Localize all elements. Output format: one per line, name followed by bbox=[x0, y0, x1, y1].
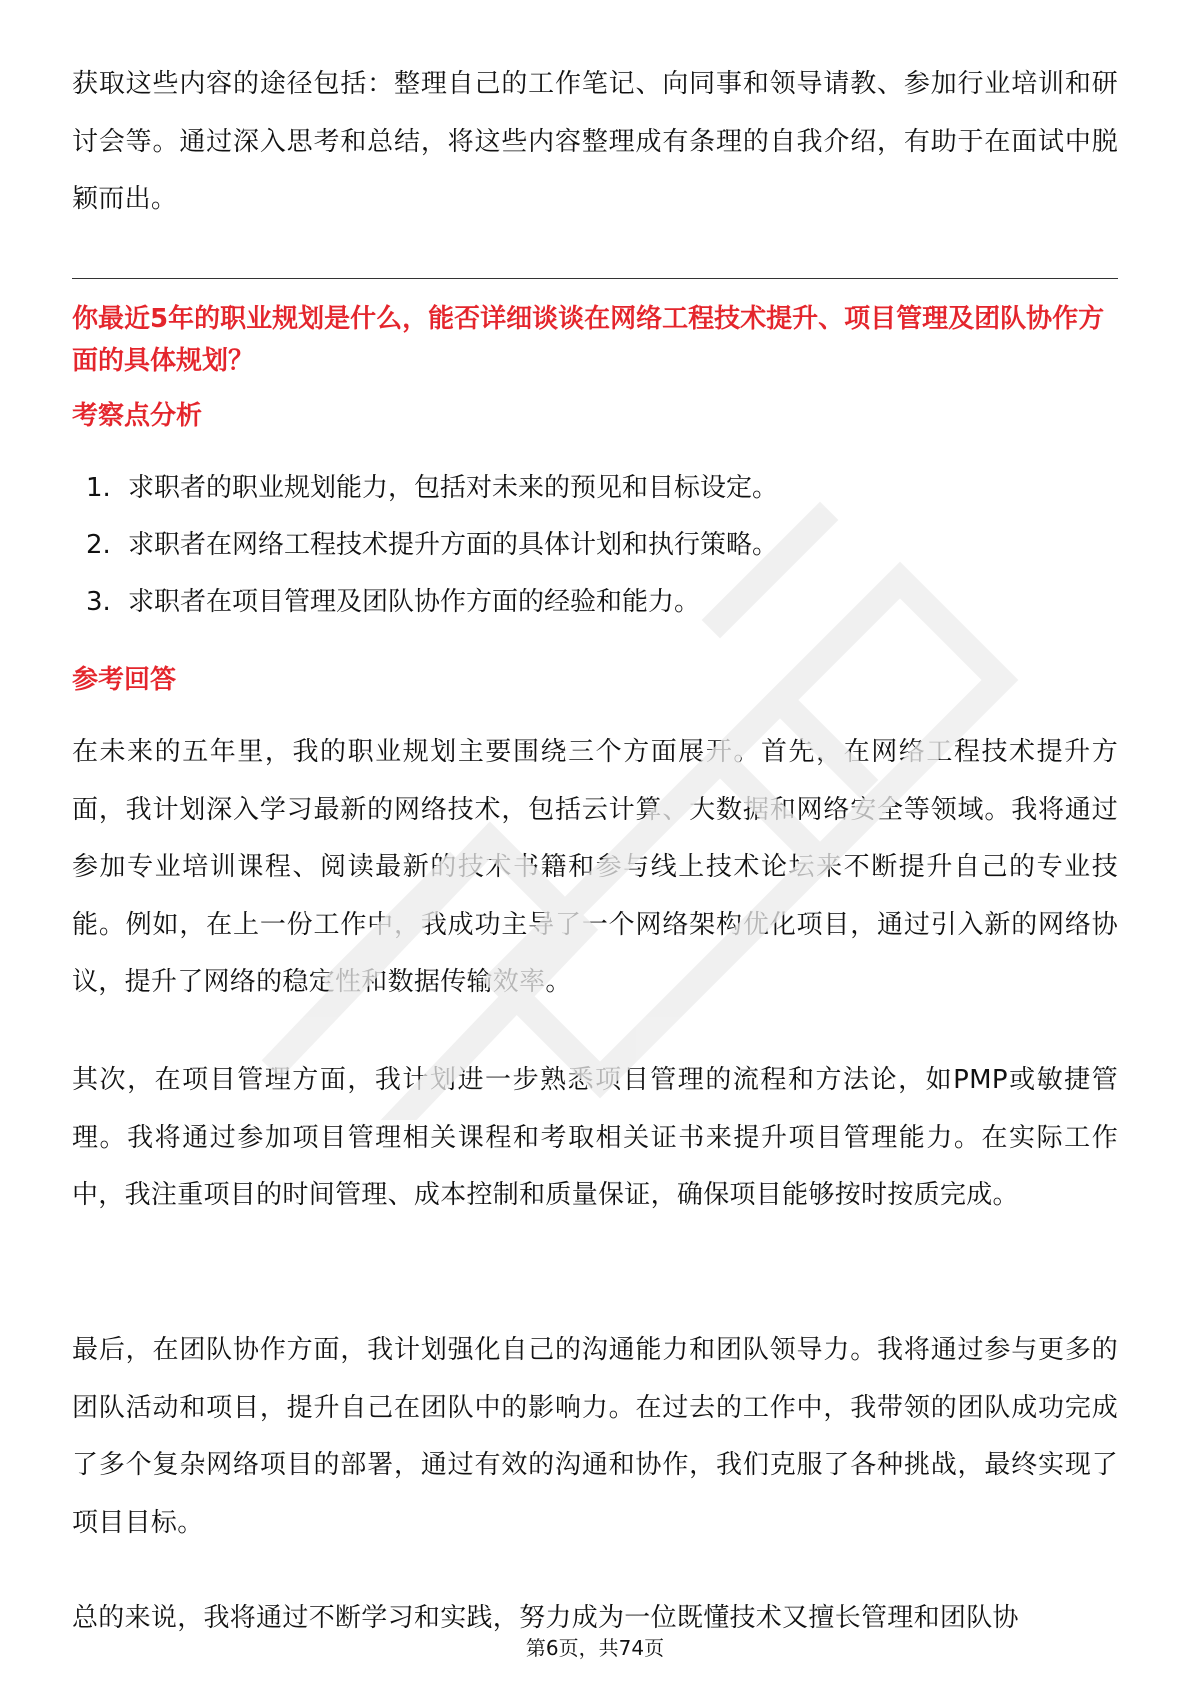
answer-paragraph: 最后，在团队协作方面，我计划强化自己的沟通能力和团队领导力。我将通过参与更多的团队活动和项目，提升自己在团队中的影响力。在过去的工作中，我带领的团队成功完成了多个复杂网络项目的部署，通过有效的沟通和协作，我们克服了各种挑战，最终实现了项目目标。 bbox=[72, 1335, 1118, 1538]
list-item-number: 2. bbox=[86, 530, 111, 560]
answer-paragraph: 在未来的五年里，我的职业规划主要围绕三个方面展开。首先，在网络工程技术提升方面，我计划深入学习最新的网络技术，包括云计算、大数据和网络安全等领域。我将通过参加专业培训课程、阅读最新的技术书籍和参与线上技术论坛来不断提升自己的专业技能。例如，在上一份工作中，我成功主导了一个网络架构优化项目，通过引入新的网络协议，提升了网络的稳定性和数据传输效率。 bbox=[72, 737, 1118, 997]
page-number: 第6页，共74页 bbox=[525, 1636, 665, 1660]
list-item-number: 1. bbox=[86, 473, 111, 503]
answer-heading: 参考回答 bbox=[72, 665, 177, 695]
intro-paragraph: 获取这些内容的途径包括：整理自己的工作笔记、向同事和领导请教、参加行业培训和研讨会等。通过深入思考和总结，将这些内容整理成有条理的自我介绍，有助于在面试中脱颖而出。 bbox=[72, 69, 1118, 214]
list-item bbox=[86, 517, 1118, 574]
list-item bbox=[86, 460, 1118, 517]
answer-paragraph: 总的来说，我将通过不断学习和实践，努力成为一位既懂技术又擅长管理和团队协 bbox=[72, 1603, 1019, 1633]
list-item-text: 求职者在网络工程技术提升方面的具体计划和执行策略。 bbox=[128, 530, 779, 560]
list-item-text: 求职者在项目管理及团队协作方面的经验和能力。 bbox=[128, 587, 701, 617]
list-item-text: 求职者的职业规划能力，包括对未来的预见和目标设定。 bbox=[128, 473, 779, 503]
section-divider bbox=[72, 278, 1118, 279]
analysis-heading: 考察点分析 bbox=[72, 401, 203, 431]
answer-paragraph: 其次，在项目管理方面，我计划进一步熟悉项目管理的流程和方法论，如PMP或敏捷管理。我将通过参加项目管理相关课程和考取相关证书来提升项目管理能力。在实际工作中，我注重项目的时间管理、成本控制和质量保证，确保项目能够按时按质完成。 bbox=[72, 1065, 1118, 1210]
question-heading: 你最近5年的职业规划是什么，能否详细谈谈在网络工程技术提升、项目管理及团队协作方面的具体规划？ bbox=[72, 304, 1105, 376]
analysis-list bbox=[86, 460, 1118, 631]
list-item bbox=[86, 574, 1118, 631]
list-item-number: 3. bbox=[86, 587, 111, 617]
